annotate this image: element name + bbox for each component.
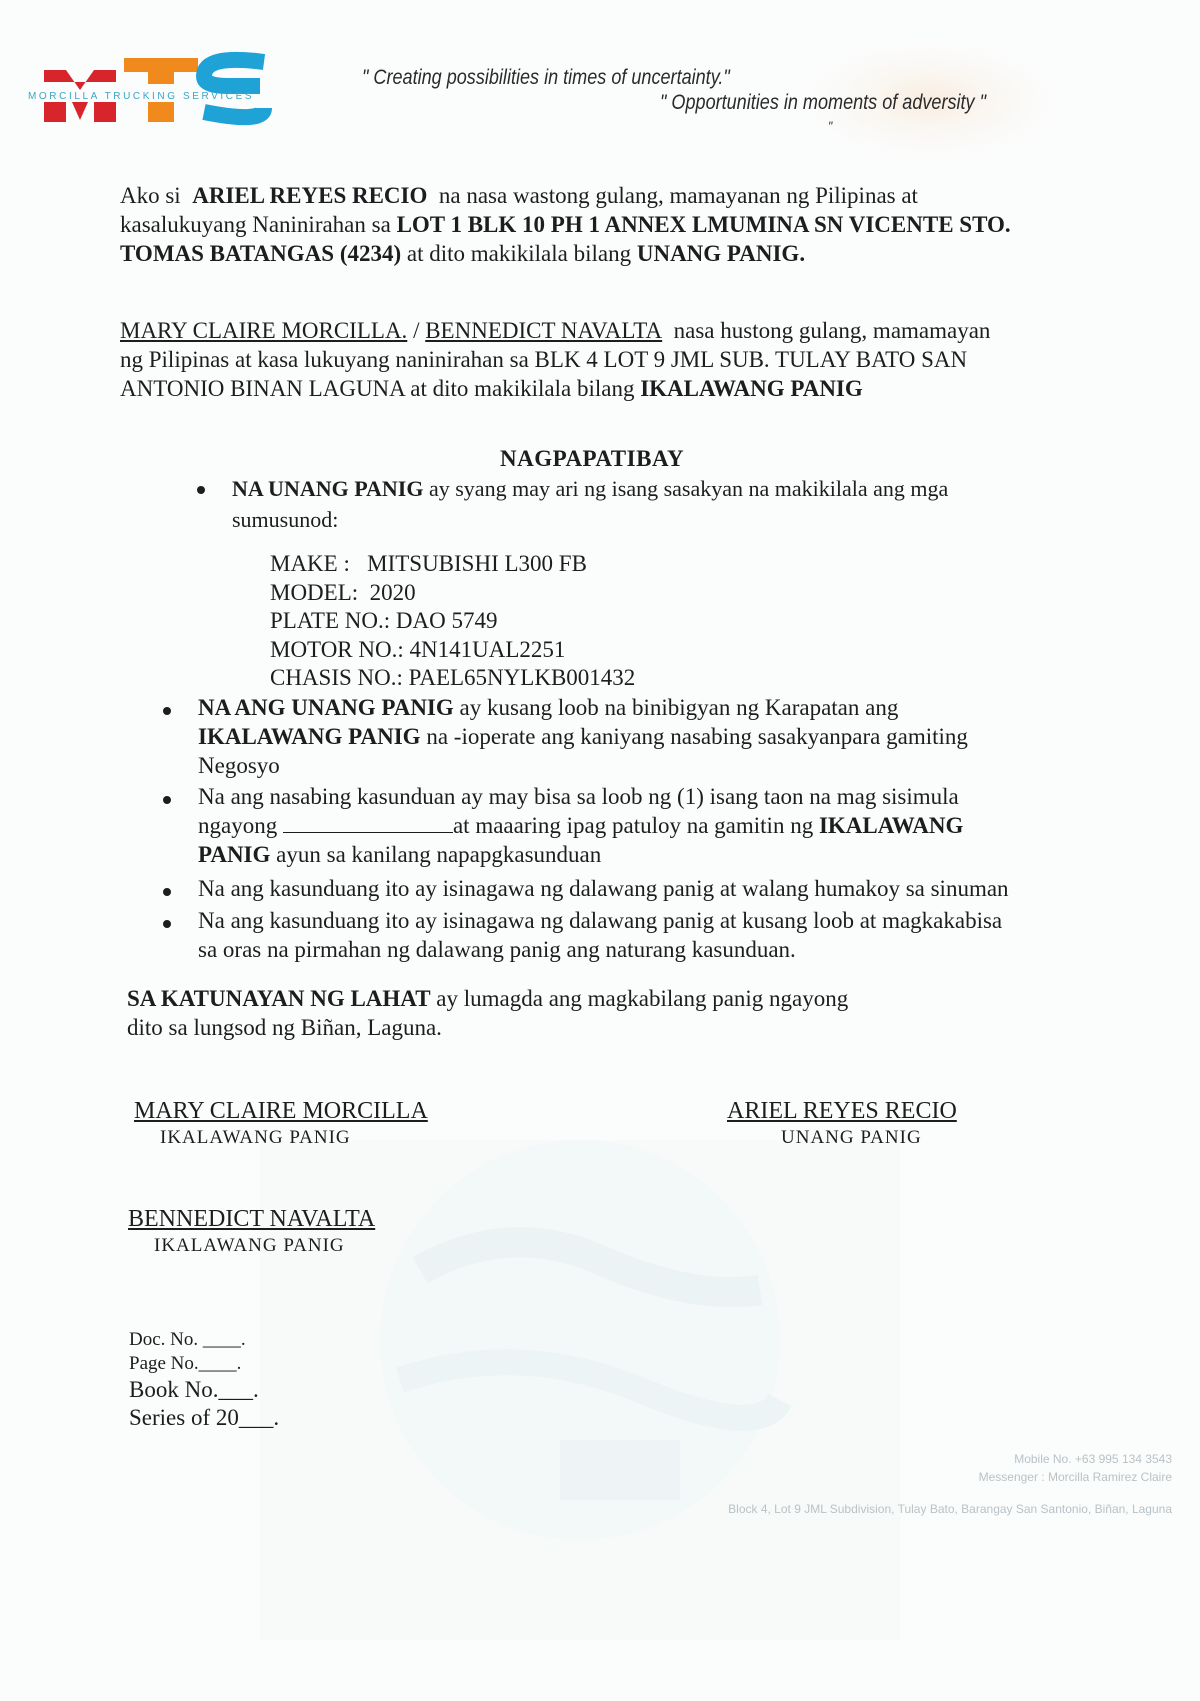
- tagline-1: " Creating possibilities in times of uncertainty.": [362, 66, 730, 89]
- book-no: Book No.___.: [129, 1377, 259, 1402]
- vehicle-make: MITSUBISHI L300 FB: [367, 551, 587, 576]
- signatory-2-name: ARIEL REYES RECIO: [727, 1098, 957, 1124]
- doc-no: Doc. No. ____.: [129, 1329, 246, 1350]
- signatory-3-role: IKALAWANG PANIG: [154, 1235, 345, 1256]
- tagline-3: ": [828, 118, 833, 134]
- bullet-icon: [163, 707, 171, 715]
- bullet-icon: [197, 486, 205, 494]
- vehicle-chasis: PAEL65NYLKB001432: [408, 665, 636, 690]
- clause-1: NA UNANG PANIG ay syang may ari ng isang sasakyan na makikilala ang mga sumusunod:: [232, 476, 949, 532]
- bullet-icon: [163, 888, 171, 896]
- closing-paragraph: SA KATUNAYAN NG LAHAT ay lumagda ang magkabilang panig ngayong dito sa lungsod ng Biñan, Laguna.: [127, 986, 849, 1040]
- bullet-icon: [163, 920, 171, 928]
- series-no: Series of 20___.: [129, 1405, 280, 1430]
- second-party-name-1: MARY CLAIRE MORCILLA.: [120, 318, 408, 343]
- notary-block: [129, 1329, 279, 1431]
- vehicle-details: MAKE : MITSUBISHI L300 FB MODEL: 2020 PLATE NO.: DAO 5749 MOTOR NO.: 4N141UAL2251 CHASIS NO.: PAEL65NYLKB001432: [270, 551, 636, 690]
- signatory-1-role: IKALAWANG PANIG: [160, 1127, 351, 1148]
- first-party-paragraph: Ako si ARIEL REYES RECIO na nasa wastong gulang, mamayanan ng Pilipinas at kasalukuyang Naninirahan sa LOT 1 BLK 10 PH 1 ANNEX LMUMINA SN VICENTE STO. TOMAS BATANGAS (4234) at dito makikilala bilang UNANG PANIG.: [120, 183, 1011, 266]
- date-blank-line: [283, 814, 453, 833]
- clause-2: NA ANG UNANG PANIG ay kusang loob na binibigyan ng Karapatan ang IKALAWANG PANIG na -ioperate ang kaniyang nasabing sasakyanpara gamiting Negosyo: [198, 695, 968, 778]
- first-party-name: ARIEL REYES RECIO: [192, 183, 428, 208]
- second-party-paragraph: MARY CLAIRE MORCILLA. / BENNEDICT NAVALTA nasa hustong gulang, mamamayan ng Pilipinas at kasa lukuyang naninirahan sa BLK 4 LOT 9 JML SUB. TULAY BATO SAN ANTONIO BINAN LAGUNA at dito makikilala bilang IKALAWANG PANIG: [120, 318, 991, 401]
- footer-address: Block 4, Lot 9 JML Subdivision, Tulay Bato, Barangay San Santonio, Biñan, Laguna: [728, 1502, 1172, 1516]
- page-no: Page No.____.: [129, 1353, 242, 1374]
- clause-5: Na ang kasunduang ito ay isinagawa ng dalawang panig at kusang loob at magkakabisa sa oras na pirmahan ng dalawang panig ang naturang kasunduan.: [198, 908, 1003, 962]
- signatory-1-name: MARY CLAIRE MORCILLA: [134, 1098, 428, 1124]
- bullet-icon: [163, 796, 171, 804]
- second-party-designation: IKALAWANG PANIG: [640, 376, 863, 401]
- footer-mobile: Mobile No. +63 995 134 3543: [1014, 1452, 1172, 1466]
- footer-messenger: Messenger : Morcilla Ramirez Claire: [978, 1470, 1172, 1484]
- tagline-2: " Opportunities in moments of adversity ": [660, 91, 987, 114]
- logo-subtitle: MORCILLA TRUCKING SERVICES: [28, 91, 255, 102]
- second-party-name-2: BENNEDICT NAVALTA: [425, 318, 663, 343]
- first-party-designation: UNANG PANIG.: [636, 241, 806, 266]
- vehicle-model: 2020: [369, 579, 416, 605]
- vehicle-motor: 4N141UAL2251: [409, 636, 566, 662]
- signatory-3-name: BENNEDICT NAVALTA: [128, 1206, 376, 1232]
- signatory-2-role: UNANG PANIG: [781, 1127, 922, 1148]
- clause-4: Na ang kasunduang ito ay isinagawa ng dalawang panig at walang humakoy sa sinuman: [198, 876, 1009, 901]
- clause-3: Na ang nasabing kasunduan ay may bisa sa loob ng (1) isang taon na mag sisimula ngayong at maaaring ipag patuloy na gamitin ng IKALAWANG PANIG ayun sa kanilang napapgkasunduan: [198, 784, 964, 867]
- section-heading: NAGPAPATIBAY: [500, 446, 685, 471]
- vehicle-plate: DAO 5749: [395, 608, 498, 633]
